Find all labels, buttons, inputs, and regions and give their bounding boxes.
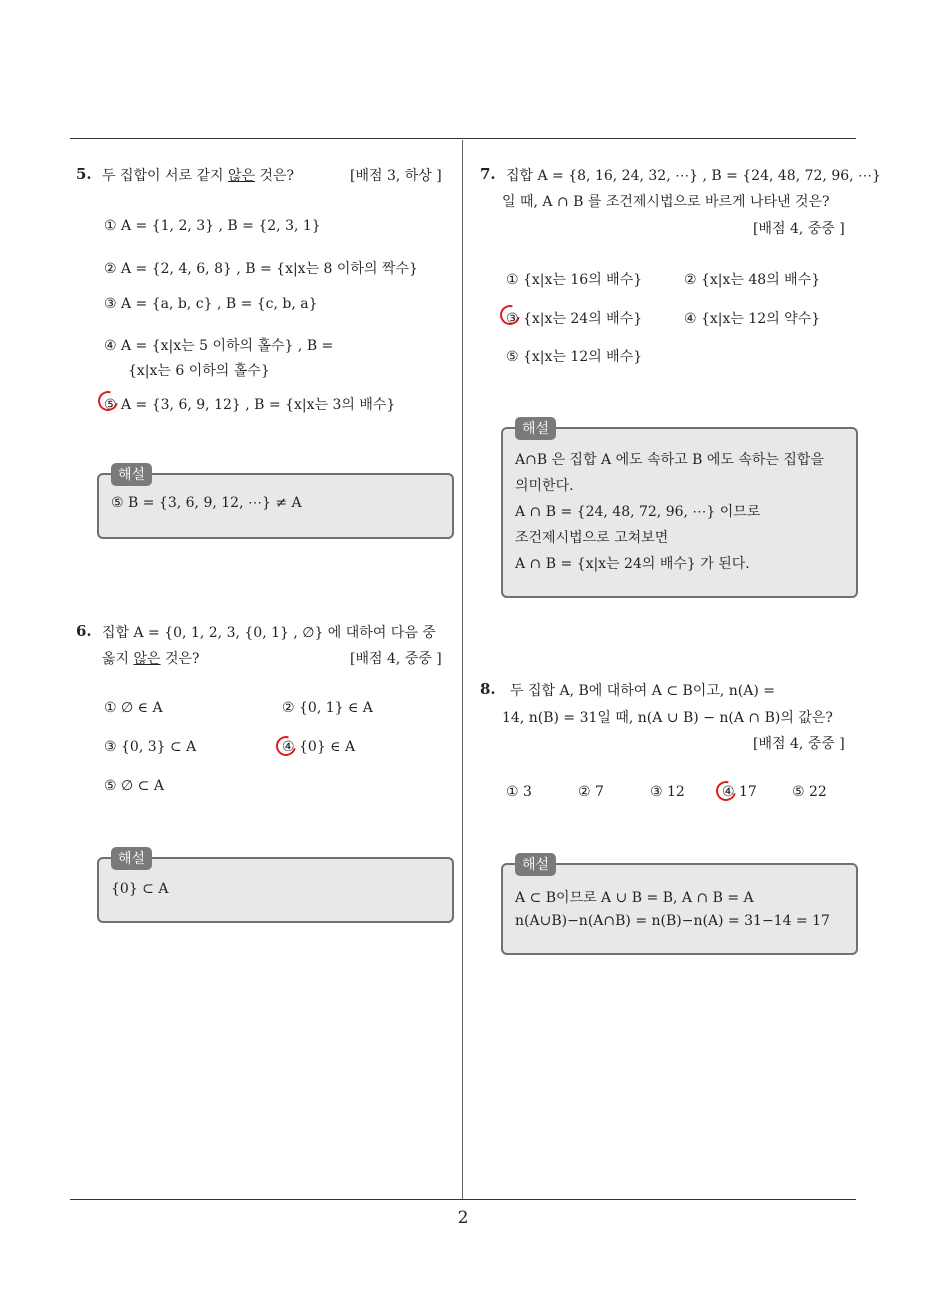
option-4[interactable]: ④ A = {x|x는 5 이하의 홀수} , B = — [104, 338, 334, 354]
question-text-part: 것은? — [160, 651, 200, 667]
option-2[interactable]: ② 7 — [578, 784, 604, 800]
option-2[interactable]: ② {0, 1} ∈ A — [282, 700, 373, 716]
question-text-line2: 14, n(B) = 31일 때, n(A ∪ B) − n(A ∩ B)의 값은? — [502, 710, 833, 726]
solution-line: {0} ⊂ A — [111, 881, 169, 897]
score-level: [배점 4, 중중 ] — [350, 651, 442, 667]
solution-line: A ∩ B = {x|x는 24의 배수} 가 된다. — [515, 556, 750, 572]
question-text-part: 것은? — [255, 168, 295, 184]
question-text-line2 — [102, 648, 200, 668]
option-4[interactable]: ④ {0} ∈ A — [282, 739, 356, 755]
option-1[interactable]: ① A = {1, 2, 3} , B = {2, 3, 1} — [104, 218, 321, 234]
solution-line: ⑤ B = {3, 6, 9, 12, ⋯} ≠ A — [111, 495, 302, 511]
option-3[interactable]: ③ 12 — [650, 784, 685, 800]
option-3[interactable]: ③ A = {a, b, c} , B = {c, b, a} — [104, 296, 318, 312]
option-3[interactable]: ③ {x|x는 24의 배수} — [506, 311, 643, 327]
question-text-part: 두 집합이 서로 같지 — [102, 168, 228, 184]
option-2[interactable]: ② A = {2, 4, 6, 8} , B = {x|x는 8 이하의 짝수} — [104, 261, 418, 277]
option-1[interactable]: ① 3 — [506, 784, 532, 800]
column-divider — [462, 140, 463, 1200]
footer-rule — [70, 1199, 856, 1200]
header-rule — [70, 138, 856, 139]
option-4[interactable]: ④ {x|x는 12의 약수} — [684, 311, 821, 327]
question-number: 5. — [76, 165, 92, 183]
question-text: 두 집합 A, B에 대하여 A ⊂ B이고, n(A) = — [510, 683, 775, 699]
solution-box — [501, 421, 858, 598]
solution-line: A ∩ B = {24, 48, 72, 96, ⋯} 이므로 — [515, 504, 761, 520]
option-5[interactable]: ⑤ 22 — [792, 784, 827, 800]
question-text-part: 옳지 — [102, 651, 134, 667]
option-5[interactable]: ⑤ A = {3, 6, 9, 12} , B = {x|x는 3의 배수} — [104, 397, 396, 413]
answer-mark-circle — [712, 777, 739, 804]
option-2[interactable]: ② {x|x는 48의 배수} — [684, 272, 821, 288]
answer-mark-circle — [272, 732, 299, 759]
solution-label: 해설 — [515, 417, 556, 440]
question-text — [102, 165, 294, 185]
option-1[interactable]: ① {x|x는 16의 배수} — [506, 272, 643, 288]
solution-line: n(A∪B)−n(A∩B) = n(B)−n(A) = 31−14 = 17 — [515, 913, 830, 929]
question-text: 집합 A = {0, 1, 2, 3, {0, 1} , ∅} 에 대하여 다음 중 — [102, 625, 436, 641]
option-4-continued: {x|x는 6 이하의 홀수} — [128, 363, 270, 379]
option-5[interactable]: ⑤ ∅ ⊂ A — [104, 778, 164, 794]
option-5[interactable]: ⑤ {x|x는 12의 배수} — [506, 349, 643, 365]
question-text-underlined: 않은 — [133, 651, 161, 667]
score-level: [배점 3, 하상 ] — [350, 168, 442, 184]
question-text: 집합 A = {8, 16, 24, 32, ⋯} , B = {24, 48, 72, 96, ⋯} — [506, 168, 881, 184]
option-3[interactable]: ③ {0, 3} ⊂ A — [104, 739, 197, 755]
option-1[interactable]: ① ∅ ∈ A — [104, 700, 163, 716]
page-number: 2 — [457, 1208, 469, 1228]
question-text-line2: 일 때, A ∩ B 를 조건제시법으로 바르게 나타낸 것은? — [502, 194, 830, 210]
solution-box — [97, 851, 454, 923]
score-level: [배점 4, 중중 ] — [753, 221, 845, 237]
question-number: 7. — [480, 165, 496, 183]
question-text-underlined: 않은 — [228, 168, 256, 184]
solution-label: 해설 — [111, 463, 152, 486]
solution-line: 조건제시법으로 고쳐보면 — [515, 530, 669, 546]
solution-line: A ⊂ B이므로 A ∪ B = B, A ∩ B = A — [515, 890, 754, 906]
question-number: 8. — [480, 680, 496, 698]
solution-line: 의미한다. — [515, 478, 574, 494]
solution-label: 해설 — [111, 847, 152, 870]
solution-box — [501, 857, 858, 955]
question-number: 6. — [76, 622, 92, 640]
option-4[interactable]: ④ 17 — [722, 784, 757, 800]
solution-box — [97, 467, 454, 539]
solution-line: A∩B 은 집합 A 에도 속하고 B 에도 속하는 집합을 — [515, 452, 824, 468]
score-level: [배점 4, 중중 ] — [753, 736, 845, 752]
solution-label: 해설 — [515, 853, 556, 876]
